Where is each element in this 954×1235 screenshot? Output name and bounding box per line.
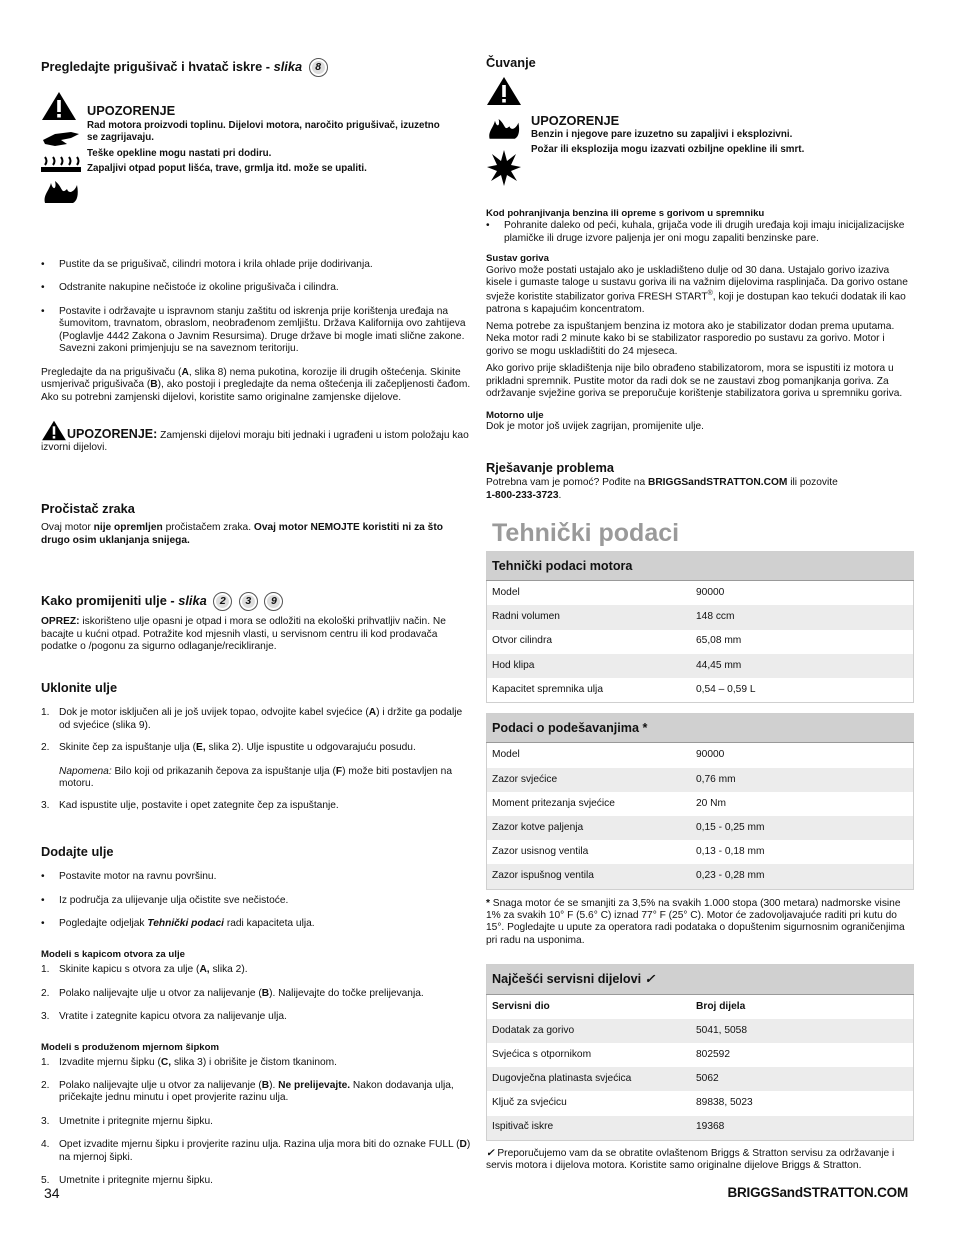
dipstick-steps (41, 1057, 471, 1187)
remove-oil-steps (41, 707, 471, 813)
page-title: Tehnički podaci (492, 519, 680, 548)
list-item: • Postavite i održavajte u ispravnom stanju zaštitu od iskrenja prije korištenja uređaja na šumovitom, travnatom, obraslom, neobrađenom zemljištu. Država Kalifornija ovo zahtijeva (Poglavlje 4442 Zakona o Javnim Resursima). Druge države bi mogle imati slične zakone. Savezni zakoni primjenjuju se na saveznom teritoriju. (41, 306, 471, 356)
fuel-system-title: Sustav goriva (486, 253, 549, 265)
warning-box (41, 91, 471, 211)
replacement-warning: UPOZORENJE: Zamjenski dijelovi moraju biti jednaki i ugrađeni u istom položaju kao izvorni dijelovi. (41, 420, 471, 455)
table-title: Najčešći servisni dijelovi ✓ (487, 965, 914, 994)
table-row: Hod klipa 44,45 mm (487, 654, 914, 678)
dipstick-models-title: Modeli s produženom mjernom šipkom (41, 1041, 220, 1053)
warning-line: Benzin i njegove pare izuzetno su zapaljivi i eksplozivni. (531, 129, 793, 141)
service-tick-icon: ✓ (644, 972, 656, 987)
table-row: Kapacitet spremnika ulja 0,54 – 0,59 L (492, 683, 756, 695)
figure-ref: 8 (309, 58, 328, 77)
table-row: Svjećica s otpornikom 802592 (492, 1048, 730, 1060)
storage-warning (486, 76, 914, 188)
table-row: Otvor cilindra 65,08 mm (492, 635, 742, 647)
table-row: Ključ za svjećicu 89838, 5023 (492, 1097, 753, 1109)
fuel-storage-title: Kod pohranjivanja benzina ili opreme s gorivom u spremniku (486, 207, 765, 219)
table-header-row: Servisni dio Broj dijela (492, 1000, 746, 1012)
table-title: Podaci o podešavanjima * (487, 714, 914, 743)
table-row: Model 90000 (492, 749, 725, 761)
warning-icons (41, 91, 81, 210)
brand-url: BRIGGSandSTRATTON.COM (727, 1185, 908, 1200)
list-item: • Pogledajte odjeljak Tehnički podaci radi kapaciteta ulja. (41, 918, 471, 930)
table-title: Tehnički podaci motora (487, 551, 914, 580)
list-item: 3. Vratite i zategnite kapicu otvora za nalijevanje ulja. (41, 1011, 287, 1023)
muffler-bullets (41, 259, 471, 356)
cap-steps (41, 964, 471, 1023)
list-item: 1. Skinite kapicu s otvora za ulje (A, slika 2). (41, 964, 248, 976)
storage-heading: Čuvanje (486, 55, 536, 70)
caution-text: OPREZ: iskorišteno ulje opasni je otpad i mora se odložiti na ekološki prihvatljiv način. Ne bacajte u kućni otpad. Potražite kod mjesnih vlasti, u servisnom centru ili kod prodavača podatke o /pogonu za sigurno odlaganje/recikliranje. (41, 616, 446, 653)
list-item: • Pohranite daleko od peći, kuhala, grijača vode ili drugih uređaja koji imaju inicijalizacijske plamičke ili druge izvore paljenja jer oni mogu zapaliti benzinske pare. (486, 220, 914, 245)
air-filter-heading: Pročistač zraka (41, 500, 135, 516)
warning-line: Rad motora proizvodi toplinu. Dijelovi motora, naročito prigušivač, izuzetno se zagrijavaju. (87, 119, 440, 143)
table-row: Ispitivač iskre 19368 (487, 1116, 914, 1141)
service-parts-table (486, 964, 914, 1140)
table-row: Zazor kotve paljenja 0,15 - 0,25 mm (487, 816, 914, 840)
engine-oil-title: Motorno ulje (486, 409, 544, 421)
muffler-heading: Pregledajte prigušivač i hvatač iskre - slika 8 (41, 58, 471, 77)
figure-ref: 2 (213, 592, 232, 611)
heat-waves-icon (41, 155, 81, 173)
table-row: Radni volumen 148 ccm (487, 605, 914, 629)
fuel-system-p2: Nema potrebe za ispuštanjem benzina iz motora ako je stabilizator dodan prema uputama. Neka motor radi 2 minute kako bi se stabilizator rasporedio po sustavu za gorivo. Motor i gorivo se mogu uskladištiti do 24 mjeseca. (486, 321, 895, 357)
engine-specs-table (486, 551, 914, 703)
table-row: Moment pritezanja svjećice 20 Nm (492, 797, 727, 809)
list-item: • Odstranite nakupine nečistoće iz okoline prigušivača i cilindra. (41, 282, 471, 294)
figure-ref: 9 (264, 592, 283, 611)
remove-oil-heading: Uklonite ulje (41, 679, 118, 695)
list-item: 2. Polako nalijevajte ulje u otvor za nalijevanje (B). Ne prelijevajte. Nakon dodavanja ulja, pričekajte jednu minutu i opet provjerite razinu ulja. (41, 1079, 454, 1104)
adjustment-specs-table (486, 713, 914, 889)
warning-triangle-icon (41, 91, 77, 121)
add-oil-bullets (41, 871, 471, 930)
warning-triangle-icon (41, 420, 67, 441)
table-row: Zazor svjećice 0,76 mm (487, 768, 914, 792)
warning-line: Teške opekline mogu nastati pri dodiru. (87, 148, 272, 160)
explosion-icon (486, 148, 522, 188)
warning-line: Zapaljivi otpad poput lišća, trave, grmlja itd. može se upaliti. (87, 163, 367, 175)
parts-note: ✓ Preporučujemo vam da se obratite ovlaštenom Briggs & Stratton servisu za održavanje i servis motora i dijelova motora. Koristite samo originalne dijelove Briggs & Stratton. (486, 1147, 895, 1172)
list-item: Napomena: Bilo koji od prikazanih čepova za ispuštanje ulja (F) može biti postavljen na motoru. (59, 765, 453, 789)
list-item: 1. Izvadite mjernu šipku (C, slika 3) i obrišite je čistom tkaninom. (41, 1057, 337, 1069)
list-item: • Postavite motor na ravnu površinu. (41, 871, 471, 883)
right-column (486, 55, 914, 1173)
list-item: 5. Umetnite i pritegnite mjernu šipku. (41, 1175, 214, 1187)
muffler-paragraph: Pregledajte da na prigušivaču (A, slika 8) nema pukotina, korozije ili drugih oštećenja. Skinite usmjerivač prigušivača (B), ako postoji i pregledajte da nema oštećenja ili začepljenosti čađom. Ako su potrebni zamjenski dijelovi, koristite samo originalne zamjenske dijelove. (41, 366, 471, 403)
list-item: 2. Skinite čep za ispuštanje ulja (E, slika 2). Ulje ispustite u odgovarajuću posudu. (41, 742, 416, 754)
warning-triangle-icon (486, 76, 522, 106)
table-row: Dodatak za gorivo 5041, 5058 (487, 1019, 914, 1043)
left-column (41, 58, 471, 1188)
altitude-note: * Snaga motor će se smanjiti za 3,5% na svakih 1.000 stopa (300 metara) nadmorske visine 1% za svakih 10° F (5.6° C) iznad 77° F (25° C). Motor će zadovoljavajuće raditi pri kutu do 15°. Pogledajte u upute za operatora radi podataka o dopuštenim sigurnosnim ograničenjima pri radu na usponima. (486, 897, 905, 946)
cap-models-title: Modeli s kapicom otvora za ulje (41, 948, 185, 960)
list-item: 3. Kad ispustite ulje, postavite i opet zategnite čep za ispuštanje. (41, 800, 339, 812)
hot-surface-icon (41, 128, 81, 150)
list-item: 2. Polako nalijevajte ulje u otvor za nalijevanje (B). Nalijevajte do točke prelijevanja. (41, 987, 424, 999)
troubleshooting-text: Potrebna vam je pomoć? Pođite na BRIGGSandSTRATTON.COM ili pozovite 1-800-233-3723. (486, 477, 838, 501)
list-item: • Iz područja za ulijevanje ulja očistite sve nečistoće. (41, 895, 471, 907)
table-row: Zazor ispušnog ventila 0,23 - 0,28 mm (487, 864, 914, 889)
list-item: 1. Dok je motor isključen ali je još uvijek topao, odvojite kabel svjećice (A) i držite ga podalje od svjećice (slika 9). (41, 707, 463, 731)
troubleshooting-heading: Rješavanje problema (486, 459, 615, 475)
warning-title: UPOZORENJE (531, 112, 620, 128)
page-number: 34 (44, 1185, 60, 1201)
fuel-system-p3: Ako gorivo prije skladištenja nije bilo obrađeno stabilizatorom, mora se ispustiti iz motora u prikladni spremnik. Pustite motor da radi dok se ne zaustavi zbog pomanjkanja goriva. Za održavanje svježine goriva se preporučuje korištenje stabilizatora goriva u spremniku goriva. (486, 363, 903, 400)
fuel-system-p1: Gorivo može postati ustajalo ako je uskladišteno dulje od 30 dana. Ustajalo gorivo izaziva kisele i gumaste taloge u sustavu goriva ili na važnim dijelovima rasplinjača. Da gorivo ostane svježe koristite stabilizator goriva FRESH START®, koji je dostupan kao tekući dodatak ili kao patrona s kapajućim koncentratom. (486, 264, 908, 315)
engine-oil-text: Dok je motor još uvijek zagrijan, promijenite ulje. (486, 421, 704, 433)
add-oil-heading: Dodajte ulje (41, 843, 114, 859)
list-item: • Pustite da se prigušivač, cilindri motora i krila ohlade prije dodirivanja. (41, 259, 471, 271)
service-tick-icon: ✓ (486, 1147, 495, 1159)
warning-title: UPOZORENJE (87, 103, 176, 118)
figure-ref: 3 (239, 592, 258, 611)
list-item: 3. Umetnite i pritegnite mjernu šipku. (41, 1115, 214, 1127)
list-item: 4. Opet izvadite mjernu šipku i provjerite razinu ulja. Razina ulja mora biti do oznake FULL (D) na mjernoj šipki. (41, 1139, 471, 1163)
table-row: Dugovječna platinasta svjećica 5062 (487, 1067, 914, 1091)
oil-change-heading: Kako promijeniti ulje - slika 2 3 9 (41, 592, 471, 611)
fire-icon (486, 112, 522, 144)
table-row: Zazor usisnog ventila 0,13 - 0,18 mm (492, 846, 765, 858)
table-row: Model 90000 (492, 587, 725, 599)
fuel-storage-bullets (486, 220, 914, 245)
air-filter-text: Ovaj motor nije opremljen pročistačem zraka. Ovaj motor NEMOJTE koristiti ni za što drugo osim uklanjanja snijega. (41, 522, 443, 546)
fire-icon (41, 177, 81, 205)
warning-line: Požar ili eksplozija mogu izazvati ozbiljne opekline ili smrt. (531, 144, 805, 156)
